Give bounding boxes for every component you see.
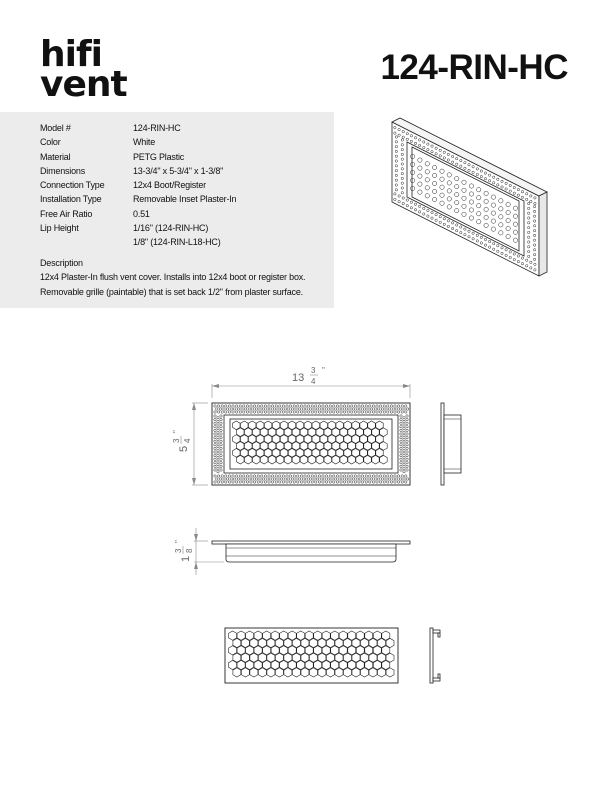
spec-label: Color: [40, 137, 61, 148]
width-dim-whole: 13: [292, 372, 305, 384]
spec-label: Lip Height: [40, 223, 79, 234]
width-dim-den: 4: [311, 377, 316, 386]
depth-dimension: [174, 528, 224, 575]
depth-dim-den: 8: [185, 548, 194, 553]
spec-value: 1/8" (124-RIN-L18-HC): [133, 237, 221, 248]
grille-side-view: [430, 628, 440, 683]
spec-value: PETG Plastic: [133, 151, 185, 162]
depth-dim-unit: ": [174, 540, 183, 543]
spec-value: 1/16" (124-RIN-HC): [133, 223, 209, 234]
grille-insert-view: [225, 628, 398, 683]
product-title: 124-RIN-HC: [380, 48, 568, 87]
description-line: Removable grille (paintable) that is set back 1/2" from plaster surface.: [40, 286, 303, 297]
spec-value: 0.51: [133, 208, 150, 219]
spec-value: 12x4 Boot/Register: [133, 180, 206, 191]
spec-value: 13-3/4" x 5-3/4" x 1-3/8": [133, 165, 224, 176]
spec-label: Free Air Ratio: [40, 208, 93, 219]
spec-label: Connection Type: [40, 180, 105, 191]
brand-logo-line2: vent: [40, 64, 127, 105]
isometric-view: [392, 118, 547, 276]
height-dim-whole: 5: [178, 445, 190, 452]
depth-dim-whole: 1: [180, 555, 192, 562]
profile-view: [212, 541, 410, 562]
width-dim-num: 3: [311, 366, 316, 375]
width-dim-unit: ": [322, 366, 325, 375]
depth-dim-num: 3: [174, 548, 183, 553]
description-line: 12x4 Plaster-In flush vent cover. Installs into 12x4 boot or register box.: [40, 272, 306, 283]
height-dim-num: 3: [172, 438, 181, 443]
height-dim-den: 4: [183, 438, 192, 443]
spec-value: White: [133, 137, 156, 148]
front-view: [172, 366, 410, 485]
height-dim-unit: ": [172, 430, 181, 433]
spec-label: Dimensions: [40, 165, 86, 176]
spec-label: Model #: [40, 123, 71, 133]
spec-value: 124-RIN-HC: [133, 123, 181, 133]
spec-label: Installation Type: [40, 194, 102, 205]
spec-label: Material: [40, 151, 71, 162]
side-view: [441, 403, 461, 485]
description-heading: Description: [40, 258, 83, 268]
brand-logo-line1: hifi: [40, 34, 102, 75]
spec-value: Removable Inset Plaster-In: [133, 194, 237, 205]
